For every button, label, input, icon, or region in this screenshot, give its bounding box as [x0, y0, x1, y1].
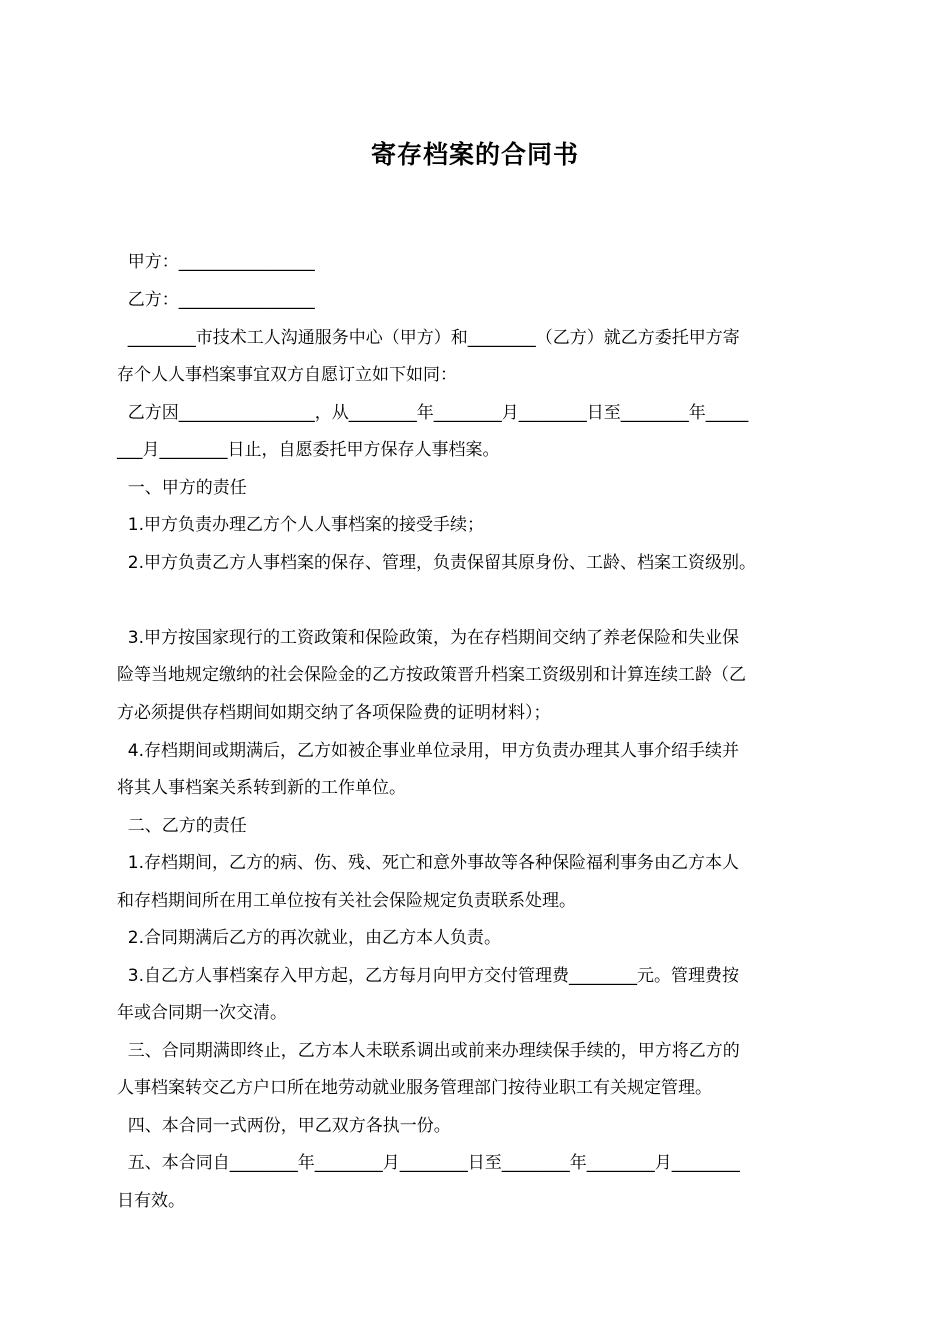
section-heading: 一、甲方的责任 — [117, 478, 247, 498]
clause-line: 三、合同期满即终止，乙方本人未联系调出或前来办理续保手续的，甲方将乙方的 — [117, 1041, 740, 1061]
clause-line: 3.自乙方人事档案存入甲方起，乙方每月向甲方交付管理费________元。管理费按 — [117, 966, 740, 986]
clause-line: 1.甲方负责办理乙方个人人事档案的接受手续； — [117, 515, 485, 535]
clause-line: 人事档案转交乙方户口所在地劳动就业服务管理部门按待业职工有关规定管理。 — [117, 1078, 712, 1098]
clause-line: 1.存档期间，乙方的病、伤、残、死亡和意外事故等各种保险福利事务由乙方本人 — [117, 853, 740, 873]
clause-line: 年或合同期一次交清。 — [117, 1003, 287, 1023]
clause-line: 五、本合同自________年________月________日至________年________月________ — [117, 1153, 740, 1173]
party-a-line: 甲方：________________ — [117, 252, 315, 272]
paragraph-line: 乙方因________________，从________年________月________日至________年_____ — [117, 403, 749, 423]
clause-line: 日有效。 — [117, 1191, 185, 1211]
clause-line: 2.甲方负责乙方人事档案的保存、管理，负责保留其原身份、工龄、档案工资级别。 — [117, 553, 757, 573]
section-heading: 二、乙方的责任 — [117, 816, 247, 836]
paragraph-line: ________市技术工人沟通服务中心（甲方）和________（乙方）就乙方委托甲方寄 — [117, 328, 740, 348]
clause-line: 将其人事档案关系转到新的工作单位。 — [117, 778, 406, 798]
clause-line: 4.存档期间或期满后，乙方如被企事业单位录用，甲方负责办理其人事介绍手续并 — [117, 741, 740, 761]
party-b-line: 乙方：________________ — [117, 290, 315, 310]
clause-line: 险等当地规定缴纳的社会保险金的乙方按政策晋升档案工资级别和计算连续工龄（乙 — [117, 665, 746, 685]
clause-line: 3.甲方按国家现行的工资政策和保险政策，为在存档期间交纳了养老保险和失业保 — [117, 628, 740, 648]
document-title: 寄存档案的合同书 — [370, 140, 579, 169]
clause-line: 方必须提供存档期间如期交纳了各项保险费的证明材料）； — [117, 703, 551, 723]
clause-line: 2.合同期满后乙方的再次就业，由乙方本人负责。 — [117, 928, 502, 948]
clause-line: 和存档期间所在用工单位按有关社会保险规定负责联系处理。 — [117, 891, 576, 911]
clause-line: 四、本合同一式两份，甲乙双方各执一份。 — [117, 1116, 451, 1136]
paragraph-line: ___月________日止，自愿委托甲方保存人事档案。 — [117, 440, 500, 460]
paragraph-line: 存个人人事档案事宜双方自愿订立如下如同： — [117, 365, 457, 385]
